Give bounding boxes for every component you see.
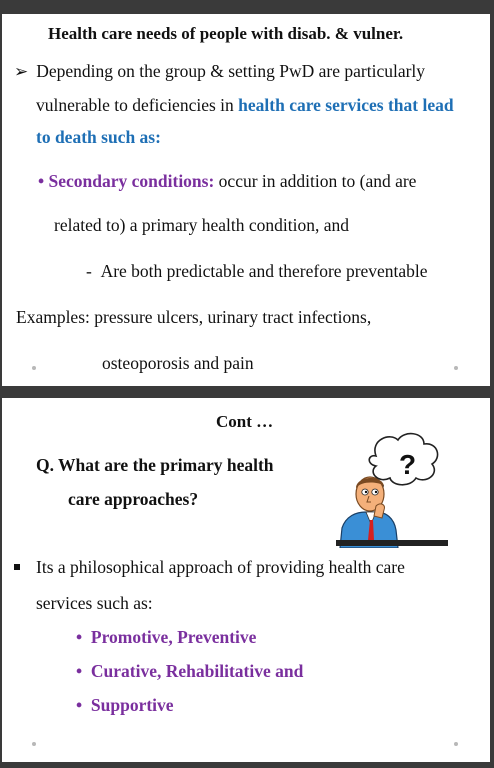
bullet-line — [38, 164, 416, 198]
slide-2 — [2, 398, 490, 762]
dash-item — [86, 254, 428, 288]
text: occur in addition to (and are — [214, 171, 417, 191]
svg-text:?: ? — [399, 449, 417, 480]
dash-icon: - — [86, 261, 101, 281]
slide-dot — [454, 366, 458, 370]
examples-line: Examples: pressure ulcers, urinary tract infections, — [16, 307, 372, 327]
bullet-dot-icon: • — [38, 171, 45, 191]
question-line: Q. What are the primary health — [36, 455, 274, 475]
list-item-label: Promotive, Preventive — [90, 627, 257, 647]
list-item-label: Supportive — [90, 695, 174, 715]
paragraph-line — [36, 88, 454, 122]
slide-title: Cont … — [216, 412, 274, 431]
body-line: services such as: — [36, 593, 153, 613]
thinking-person-icon — [336, 428, 448, 548]
square-bullet-icon — [14, 564, 20, 570]
bullet-dot-icon: • — [76, 695, 83, 715]
slide-dot — [32, 742, 36, 746]
text: vulnerable to deficiencies in — [36, 95, 239, 115]
list-item — [76, 688, 174, 722]
examples-line: osteoporosis and pain — [102, 353, 254, 373]
list-item — [76, 654, 303, 688]
bullet-continuation: related to) a primary health condition, and — [54, 215, 349, 235]
list-item-label: Curative, Rehabilitative and — [90, 661, 304, 681]
text: Its a philosophical approach of providing health care — [36, 557, 405, 577]
bullet-dot-icon: • — [76, 661, 83, 681]
highlight-text: health care services that lead — [238, 95, 454, 115]
slide-1 — [2, 14, 490, 386]
paragraph-line — [14, 54, 425, 89]
slide-title: Health care needs of people with disab. & vulner. — [48, 24, 404, 43]
slide-dot — [32, 366, 36, 370]
arrow-bullet-icon: ➢ — [14, 62, 29, 81]
bullet-label: Secondary conditions: — [48, 171, 215, 191]
body-line — [14, 550, 405, 584]
slide-dot — [454, 742, 458, 746]
question-line: care approaches? — [68, 489, 199, 509]
list-item — [76, 620, 256, 654]
text: Are both predictable and therefore preventable — [100, 261, 428, 281]
text: Depending on the group & setting PwD are particularly — [36, 61, 426, 81]
highlight-text: to death such as: — [36, 127, 161, 147]
bullet-dot-icon: • — [76, 627, 83, 647]
